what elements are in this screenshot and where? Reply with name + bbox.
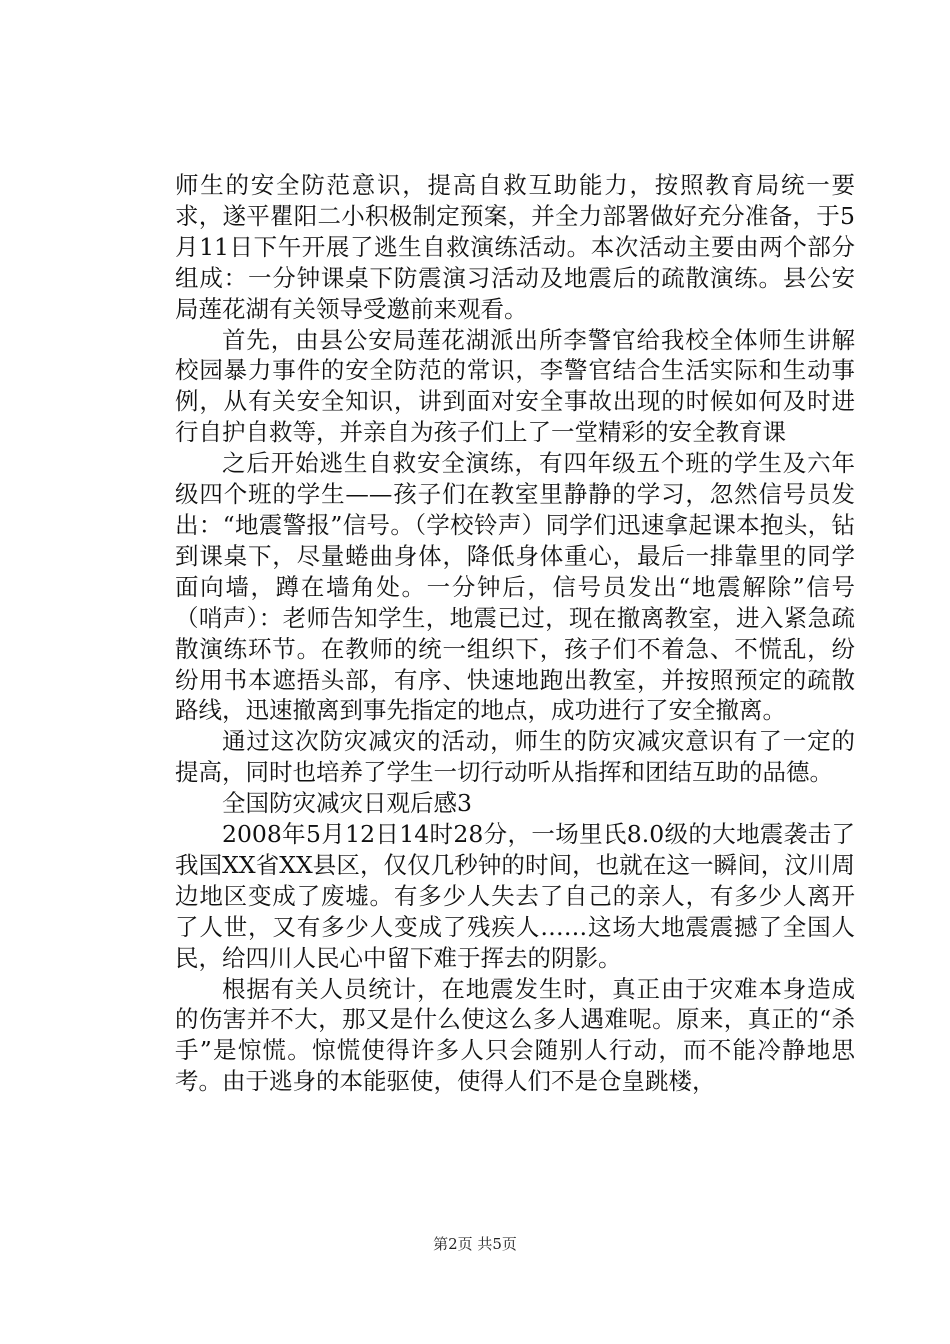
paragraph-panic: 根据有关人员统计，在地震发生时，真正由于灾难本身造成的伤害并不大，那又是什么使这么多人遇难呢。原来，真正的“杀手”是惊慌。惊慌使得许多人只会随别人行动，而不能冷静地思考。由于逃身的本能驱使，使得人们不是仓皇跳楼， xyxy=(175,974,855,1096)
page-footer: 第2页 共5页 xyxy=(433,1235,517,1253)
section-heading: 全国防灾减灾日观后感3 xyxy=(222,789,472,818)
paragraph-police-lecture: 首先，由县公安局莲花湖派出所李警官给我校全体师生讲解校园暴力事件的安全防范的常识，李警官结合生活实际和生动事例，从有关安全知识，讲到面对安全事故出现的时候如何及时进行自护自救等，并亲自为孩子们上了一堂精彩的安全教育课 xyxy=(175,325,855,447)
document-body xyxy=(175,170,855,1097)
paragraph-drill: 之后开始逃生自救安全演练，有四年级五个班的学生及六年级四个班的学生——孩子们在教室里静静的学习，忽然信号员发出：“地震警报”信号。（学校铃声）同学们迅速拿起课本抱头，钻到课桌下，尽量蜷曲身体，降低身体重心，最后一排靠里的同学面向墙，蹲在墙角处。一分钟后，信号员发出“地震解除”信号（哨声）：老师告知学生，地震已过，现在撤离教室，进入紧急疏散演练环节。在教师的统一组织下，孩子们不着急、不慌乱，纷纷用书本遮捂头部，有序、快速地跑出教室，并按照预定的疏散路线，迅速撤离到事先指定的地点，成功进行了安全撤离。 xyxy=(175,449,855,725)
paragraph-summary: 通过这次防灾减灾的活动，师生的防灾减灾意识有了一定的提高，同时也培养了学生一切行动听从指挥和团结互助的品德。 xyxy=(175,727,855,787)
paragraph-continuation: 师生的安全防范意识，提高自救互助能力，按照教育局统一要求，遂平瞿阳二小积极制定预案，并全力部署做好充分准备，于5月11日下午开展了逃生自救演练活动。本次活动主要由两个部分组成：一分钟课桌下防震演习活动及地震后的疏散演练。县公安局莲花湖有关领导受邀前来观看。 xyxy=(175,171,855,323)
paragraph-earthquake: 2008年5月12日14时28分，一场里氏8.0级的大地震袭击了我国XX省XX县区，仅仅几秒钟的时间，也就在这一瞬间，汶川周边地区变成了废墟。有多少人失去了自己的亲人，有多少人离开了人世，又有多少人变成了残疾人……这场大地震震撼了全国人民，给四川人民心中留下难于挥去的阴影。 xyxy=(175,820,855,972)
